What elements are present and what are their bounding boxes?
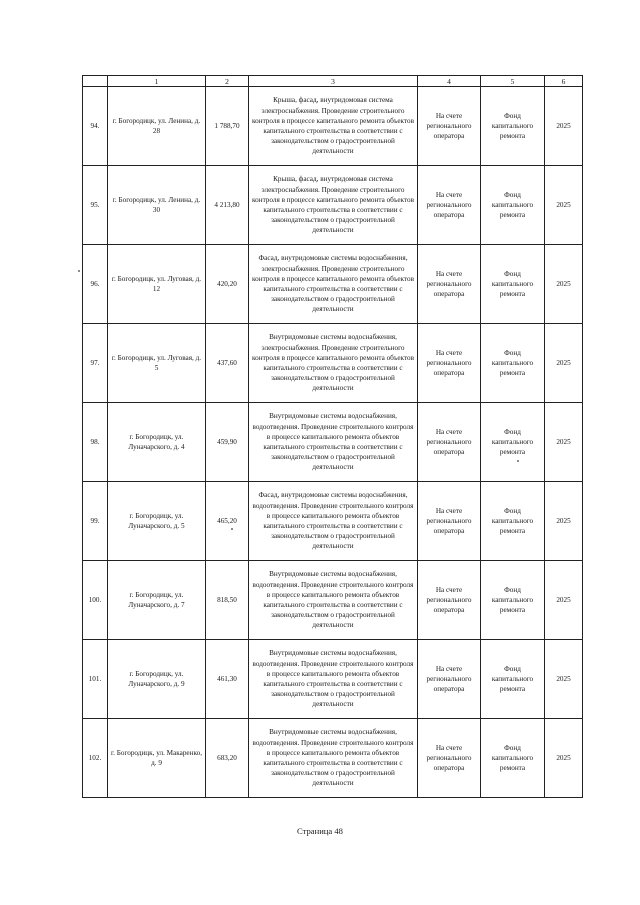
row-works: Внутридомовые системы водоснабжения, водоотведения. Проведение строительного контроля в процессе капитального ремонта объектов капитального строительства в соответствии с законодательством о градостроительной деятельности (249, 719, 418, 798)
row-fund: Фонд капитального ремонта (481, 87, 545, 166)
row-number: 94. (83, 87, 108, 166)
row-cost: 420,20 (206, 245, 249, 324)
row-fund: Фонд капитального ремонта (481, 561, 545, 640)
table-row (83, 166, 583, 245)
row-funding-source: На счете регионального оператора (418, 482, 481, 561)
row-number: 95. (83, 166, 108, 245)
row-number: 101. (83, 640, 108, 719)
scan-speck (517, 460, 519, 462)
row-address: г. Богородицк, ул. Макаренко, д. 9 (108, 719, 206, 798)
row-funding-source: На счете регионального оператора (418, 324, 481, 403)
row-year: 2025 (545, 640, 583, 719)
header-cell: 3 (249, 76, 418, 87)
row-number: 97. (83, 324, 108, 403)
row-number: 102. (83, 719, 108, 798)
row-fund: Фонд капитального ремонта (481, 245, 545, 324)
row-year: 2025 (545, 324, 583, 403)
row-works: Внутридомовые системы водоснабжения, водоотведения. Проведение строительного контроля в процессе капитального ремонта объектов капитального строительства в соответствии с законодательством о градостроительной деятельности (249, 640, 418, 719)
repair-plan-table (82, 75, 583, 798)
row-funding-source: На счете регионального оператора (418, 87, 481, 166)
row-fund: Фонд капитального ремонта (481, 640, 545, 719)
header-cell: 5 (481, 76, 545, 87)
table-row (83, 324, 583, 403)
row-funding-source: На счете регионального оператора (418, 166, 481, 245)
row-year: 2025 (545, 561, 583, 640)
header-cell: 4 (418, 76, 481, 87)
row-fund: Фонд капитального ремонта (481, 324, 545, 403)
row-year: 2025 (545, 87, 583, 166)
row-works: Фасад, внутридомовые системы водоснабжения, электроснабжения. Проведение строительного контроля в процессе капитального ремонта объектов капитального строительства в соответствии с законодательством о градостроительной деятельности (249, 245, 418, 324)
table-row (83, 245, 583, 324)
table-row (83, 561, 583, 640)
header-cell-empty (83, 76, 108, 87)
row-cost: 459,90 (206, 403, 249, 482)
row-number: 96. (83, 245, 108, 324)
row-cost: 465,20 (206, 482, 249, 561)
row-year: 2025 (545, 166, 583, 245)
page-number: Страница 48 (297, 826, 343, 836)
row-fund: Фонд капитального ремонта (481, 719, 545, 798)
table-header-row (83, 76, 583, 87)
row-cost: 683,20 (206, 719, 249, 798)
row-number: 99. (83, 482, 108, 561)
row-funding-source: На счете регионального оператора (418, 245, 481, 324)
scan-speck (78, 270, 80, 272)
row-works: Фасад, внутридомовые системы водоснабжения, водоотведения. Проведение строительного контроля в процессе капитального ремонта объектов капитального строительства в соответствии с законодательством о градостроительной деятельности (249, 482, 418, 561)
row-year: 2025 (545, 719, 583, 798)
header-cell: 2 (206, 76, 249, 87)
row-fund: Фонд капитального ремонта (481, 403, 545, 482)
row-address: г. Богородицк, ул. Ленина, д. 30 (108, 166, 206, 245)
table-row (83, 719, 583, 798)
row-year: 2025 (545, 482, 583, 561)
header-cell: 6 (545, 76, 583, 87)
row-funding-source: На счете регионального оператора (418, 719, 481, 798)
row-address: г. Богородицк, ул. Ленина, д. 28 (108, 87, 206, 166)
row-number: 98. (83, 403, 108, 482)
row-works: Крыша, фасад, внутридомовая система электроснабжения. Проведение строительного контроля в процессе капитального ремонта объектов капитального строительства в соответствии с законодательством о градостроительной деятельности (249, 87, 418, 166)
row-address: г. Богородицк, ул. Луначарского, д. 7 (108, 561, 206, 640)
table-row (83, 403, 583, 482)
scan-speck (231, 528, 233, 530)
row-cost: 4 213,80 (206, 166, 249, 245)
row-fund: Фонд капитального ремонта (481, 482, 545, 561)
row-works: Крыша, фасад, внутридомовая система электроснабжения. Проведение строительного контроля в процессе капитального ремонта объектов капитального строительства в соответствии с законодательством о градостроительной деятельности (249, 166, 418, 245)
row-address: г. Богородицк, ул. Луначарского, д. 5 (108, 482, 206, 561)
header-cell: 1 (108, 76, 206, 87)
row-cost: 1 788,70 (206, 87, 249, 166)
row-address: г. Богородицк, ул. Луговая, д. 5 (108, 324, 206, 403)
row-fund: Фонд капитального ремонта (481, 166, 545, 245)
row-cost: 818,50 (206, 561, 249, 640)
row-cost: 437,60 (206, 324, 249, 403)
row-number: 100. (83, 561, 108, 640)
row-address: г. Богородицк, ул. Луговая, д. 12 (108, 245, 206, 324)
table-row (83, 640, 583, 719)
table-row (83, 87, 583, 166)
row-works: Внутридомовые системы водоснабжения, водоотведения. Проведение строительного контроля в процессе капитального ремонта объектов капитального строительства в соответствии с законодательством о градостроительной деятельности (249, 561, 418, 640)
row-funding-source: На счете регионального оператора (418, 640, 481, 719)
row-address: г. Богородицк, ул. Луначарского, д. 4 (108, 403, 206, 482)
table-row (83, 482, 583, 561)
row-works: Внутридомовые системы водоснабжения, электроснабжения. Проведение строительного контроля в процессе капитального ремонта объектов капитального строительства в соответствии с законодательством о градостроительной деятельности (249, 324, 418, 403)
row-address: г. Богородицк, ул. Луначарского, д. 9 (108, 640, 206, 719)
row-funding-source: На счете регионального оператора (418, 403, 481, 482)
row-works: Внутридомовые системы водоснабжения, водоотведения. Проведение строительного контроля в процессе капитального ремонта объектов капитального строительства в соответствии с законодательством о градостроительной деятельности (249, 403, 418, 482)
row-year: 2025 (545, 403, 583, 482)
row-cost: 461,30 (206, 640, 249, 719)
row-funding-source: На счете регионального оператора (418, 561, 481, 640)
row-year: 2025 (545, 245, 583, 324)
